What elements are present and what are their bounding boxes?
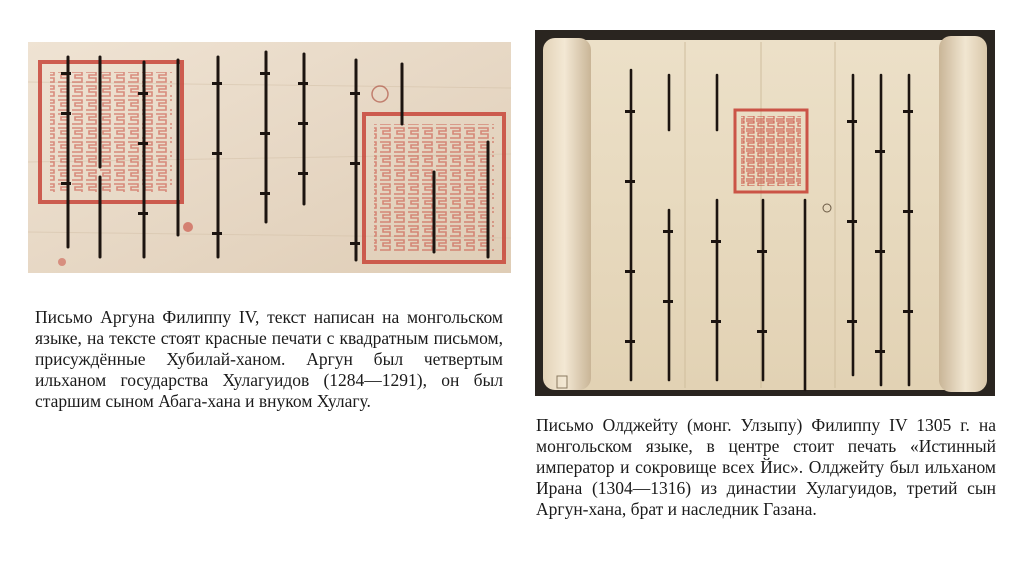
oljeitu-letter-image: [535, 30, 995, 396]
oljeitu-letter-caption: Письмо Олджейту (монг. Улзыпу) Филиппу IV 1305 г. на монгольском языке, в центре стоит печать «Истинный император и сокровище всех Йис». Олджейту был ильханом Ирана (1304—1316) из династии Хулагуидов, третий сын Аргун-хана, брат и наследник Газана.: [536, 415, 996, 519]
arghun-letter-image: [28, 42, 511, 273]
arghun-letter-caption: Письмо Аргуна Филиппу IV, текст написан на монгольском языке, на тексте стоят красные печати с квадратным письмом, присуждённые Хубилай-ханом. Аргун был четвертым ильханом государства Хулагуидов (1284—1291), он был старшим сыном Абага-хана и внуком Хулагу.: [35, 307, 503, 411]
seal-left-1: [40, 62, 182, 202]
seal-right: [735, 110, 807, 192]
